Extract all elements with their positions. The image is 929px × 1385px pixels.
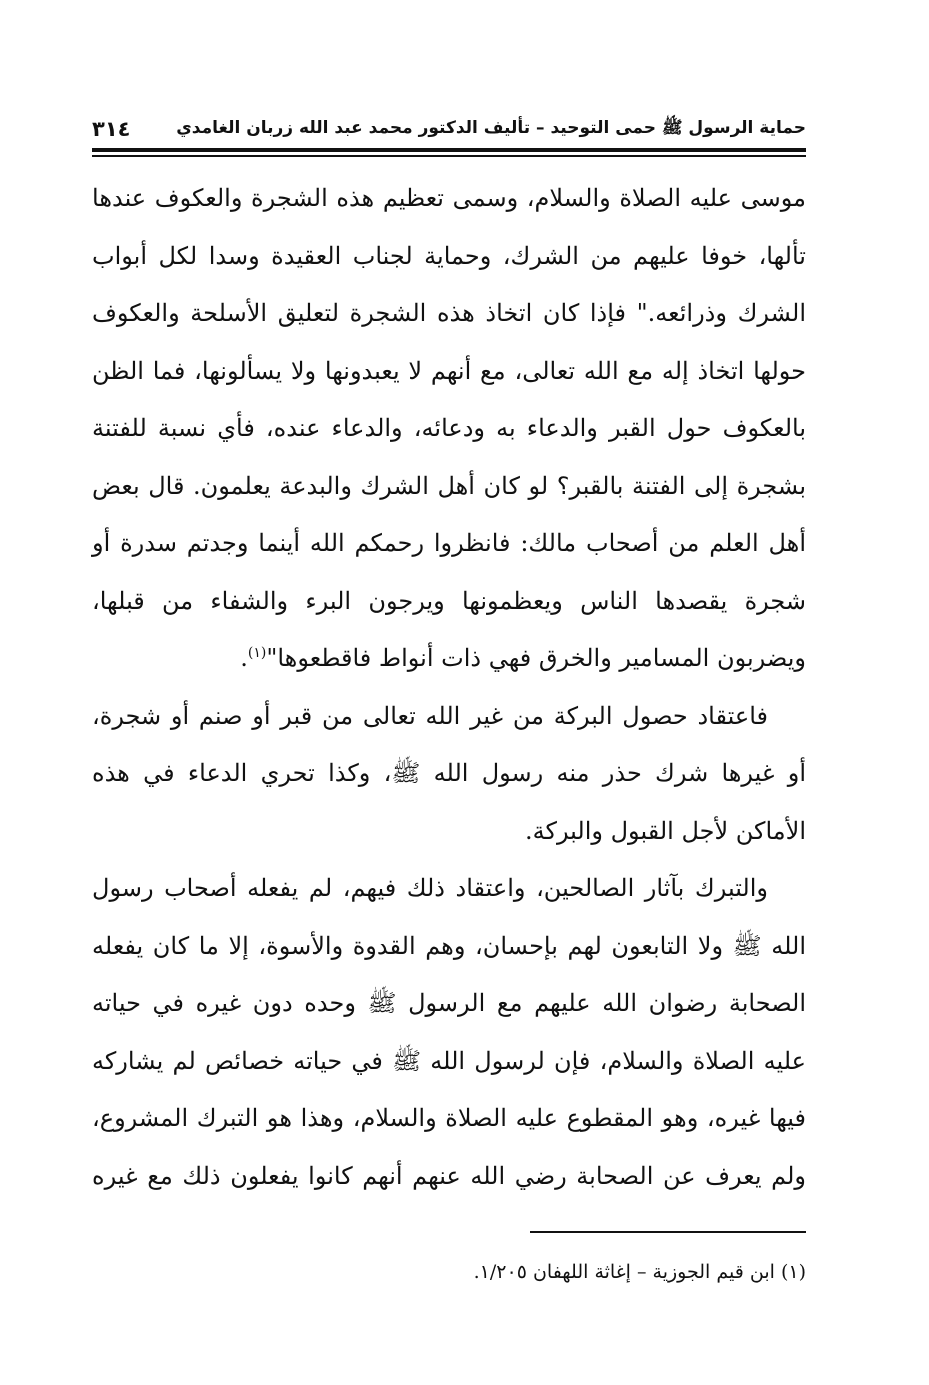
footnote-separator [530, 1231, 806, 1233]
paragraph-1-text: موسى عليه الصلاة والسلام، وسمى تعظيم هذه الشجرة والعكوف عندها تألها، خوفا عليهم من الشرك، وحماية لجناب العقيدة وسدا لكل أبواب الشرك وذرائعه." فإذا كان اتخاذ هذه الشجرة لتعليق الأسلحة والعكوف حولها اتخاذ إله مع الله تعالى، مع أنهم لا يعبدونها ولا يسألونها، فما الظن بالعكوف حول القبر والدعاء به ودعائه، والدعاء عنده، فأي نسبة للفتنة بشجرة إلى الفتنة بالقبر؟ لو كان أهل الشرك والبدعة يعلمون. قال بعض أهل العلم من أصحاب مالك: فانظروا رحمكم الله أينما وجدتم سدرة أو شجرة يقصدها الناس ويعظمونها ويرجون البرء والشفاء من قبلها، ويضربون المسامير والخرق فهي ذات أنواط فاقطعوها" [92, 184, 807, 672]
footnote [92, 1257, 806, 1287]
header-rule-thick [92, 148, 806, 152]
footnote-reference[interactable]: (١) [247, 645, 267, 661]
paragraph-3: والتبرك بآثار الصالحين، واعتقاد ذلك فيهم، لم يفعله أصحاب رسول الله ﷺ ولا التابعون لهم بإحسان، وهم القدوة والأسوة، إلا ما كان يفعله الصحابة رضوان الله عليهم مع الرسول ﷺ وحده دون غيره في حياته عليه الصلاة والسلام، فإن لرسول الله ﷺ في حياته خصائص لم يشاركه فيها غيره، وهو المقطوع عليه الصلاة والسلام، وهذا هو التبرك المشروع، ولم يعرف عن الصحابة رضي الله عنهم أنهم كانوا يفعلون ذلك مع غيره [92, 874, 806, 1190]
paragraph-2: فاعتقاد حصول البركة من غير الله تعالى من قبر أو صنم أو شجرة، أو غيرها شرك حذر منه رسول الله ﷺ، وكذا تحري الدعاء في هذه الأماكن لأجل القبول والبركة. [92, 701, 806, 845]
page-number: ٣١٤ [92, 117, 131, 141]
running-header [92, 112, 806, 146]
header-rule-thin [92, 155, 806, 157]
paragraph-1 [92, 170, 806, 688]
footnote-text: ابن قيم الجوزية – إغاثة اللهفان ١/٢٠٥. [473, 1261, 775, 1283]
paragraph-1-tail: . [240, 644, 248, 672]
header-title: حماية الرسول ﷺ حمى التوحيد – تأليف الدكتور محمد عبد الله زربان الغامدي [176, 117, 806, 138]
body-text [92, 170, 806, 1205]
footnote-marker: (١) [780, 1261, 806, 1283]
